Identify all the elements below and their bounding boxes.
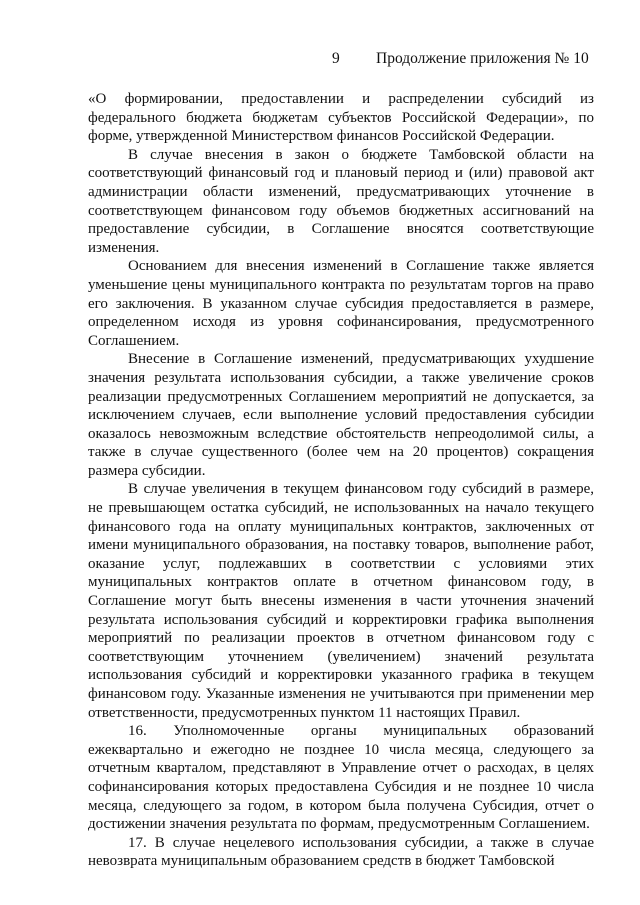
paragraph-budget-changes: В случае внесения в закон о бюджете Тамбовской области на соответствующий финансовый год и плановый период и (или) правовой акт администрации области изменений, предусматривающих уточнение в соответствующем финансовом году объемов бюджетных ассигнований на предоставление субсидии, в Соглашение вносятся соответствующие изменения. (88, 146, 594, 256)
page-header (0, 50, 640, 70)
paragraph-no-worsening: Внесение в Соглашение изменений, предусматривающих ухудшение значения результата использования субсидии, а также увеличение сроков реализации предусмотренных Соглашением мероприятий не допускается, за исключением случаев, если выполнение условий предоставления субсидии оказалось невозможным вследствие обстоятельств непреодолимой силы, а также в случае существенного (более чем на 20 процентов) сокращения размера субсидии. (88, 351, 594, 479)
page-number: 9 (332, 50, 340, 67)
paragraph-clause-16-reporting: 16. Уполномоченные органы муниципальных образований ежеквартально и ежегодно не позднее 10 числа месяца, следующего за отчетным кварталом, представляют в Управление отчет о расходах, в целях софинансирования которых предоставлена Субсидия и не позднее 10 числа месяца, следующего за годом, в котором была получена Субсидия, отчет о достижении значения результата по формам, предусмотренным Соглашением. (88, 723, 594, 833)
document-body (88, 90, 594, 871)
paragraph-contract-price-reduction: Основанием для внесения изменений в Соглашение также является уменьшение цены муниципального контракта по результатам торгов на право его заключения. В указанном случае субсидия предоставляется в размере, определенном исходя из уровня софинансирования, предусмотренного Соглашением. (88, 258, 594, 349)
paragraph-continuation: «О формировании, предоставлении и распределении субсидий из федерального бюджета бюджетам субъектов Российской Федерации», по форме, утвержденной Министерством финансов Российской Федерации. (88, 91, 594, 145)
paragraph-clause-17-misuse: 17. В случае нецелевого использования субсидии, а также в случае невозврата муниципальным образованием средств в бюджет Тамбовской (88, 834, 594, 870)
paragraph-subsidy-increase: В случае увеличения в текущем финансовом году субсидий в размере, не превышающем остатка субсидий, не использованных на начало текущего финансового года на оплату муниципальных контрактов, заключенных от имени муниципального образования, на поставку товаров, выполнение работ, оказание услуг, подлежавших в соответствии с условиями этих муниципальных контрактов оплате в отчетном финансовом году, в Соглашение могут быть внесены изменения в части уточнения значений результата использования субсидий и корректировки графика выполнения мероприятий по реализации проектов в отчетном финансовом году с соответствующим уточнением (увеличением) значений результата использования субсидий и корректировки указанного графика в текущем финансовом году. Указанные изменения не учитываются при применении мер ответственности, предусмотренных пунктом 11 настоящих Правил. (88, 481, 594, 721)
appendix-continuation-title: Продолжение приложения № 10 (376, 50, 589, 67)
